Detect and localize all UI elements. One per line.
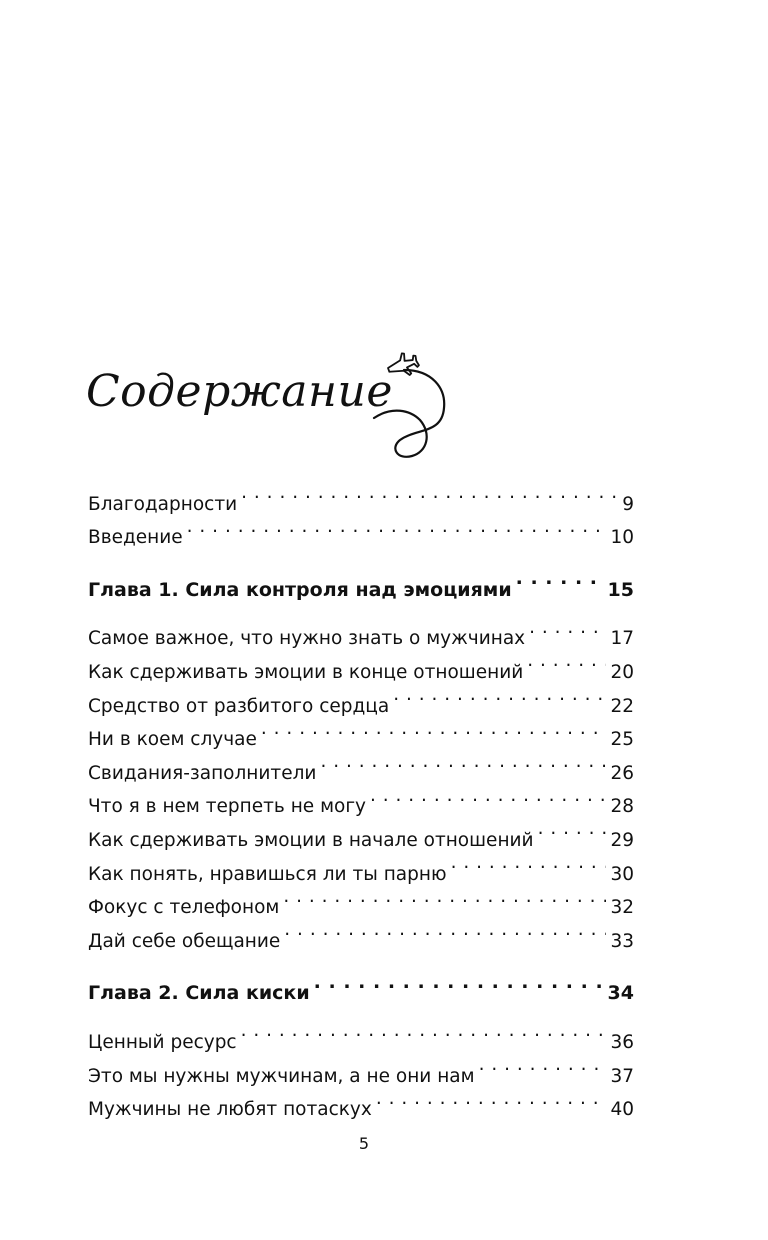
toc-entry-page: 26 — [610, 762, 634, 784]
toc-entry-label: Глава 1. Сила контроля над эмоциями — [88, 578, 512, 601]
toc-entry-label: Самое важное, что нужно знать о мужчинах — [88, 628, 526, 650]
dot-leader — [187, 510, 607, 544]
contents-heading-block — [82, 348, 462, 470]
toc-entry-label: Введение — [88, 527, 183, 549]
dot-leader — [283, 880, 606, 914]
dot-leader — [527, 644, 606, 678]
toc-entry-page: 34 — [607, 982, 634, 1005]
dot-leader — [516, 562, 604, 596]
table-of-contents — [88, 476, 634, 1121]
toc-entry-page: 20 — [610, 661, 634, 683]
dot-leader — [241, 476, 618, 510]
dot-leader — [451, 846, 607, 880]
dot-leader — [538, 812, 607, 846]
toc-entry-label: Глава 2. Сила киски — [88, 982, 310, 1005]
toc-entry-page: 36 — [610, 1031, 634, 1053]
toc-entry-label: Как понять, нравишься ли ты парню — [88, 863, 447, 885]
toc-entry-page: 30 — [610, 863, 634, 885]
toc-entry-page: 29 — [610, 829, 634, 851]
toc-entry-label: Ценный ресурс — [88, 1031, 237, 1053]
toc-entry-label: Как сдерживать эмоции в конце отношений — [88, 661, 524, 683]
page-title: Содержание — [86, 366, 393, 417]
toc-entry-label: Свидания-заполнители — [88, 762, 317, 784]
toc-chapter-row[interactable] — [88, 966, 634, 1005]
toc-entry-page: 32 — [610, 897, 634, 919]
toc-entry-row[interactable] — [88, 476, 634, 515]
toc-entry-label: Как сдерживать эмоции в начале отношений — [88, 829, 534, 851]
dot-leader — [393, 678, 606, 712]
toc-entry-label: Это мы нужны мужчинам, а не они нам — [88, 1065, 475, 1087]
toc-entry-page: 9 — [622, 493, 634, 515]
toc-entry-label: Средство от разбитого сердца — [88, 695, 390, 717]
toc-entry-label: Что я в нем терпеть не могу — [88, 796, 367, 818]
toc-entry-page: 28 — [610, 796, 634, 818]
toc-entry-label: Фокус с телефоном — [88, 897, 280, 919]
toc-entry-page: 25 — [610, 729, 634, 751]
toc-entry-page: 33 — [610, 930, 634, 952]
toc-entry-label: Дай себе обещание — [88, 930, 281, 952]
dot-leader — [284, 913, 606, 947]
dot-leader — [529, 611, 606, 645]
toc-chapter-row[interactable] — [88, 562, 634, 601]
dot-leader — [320, 745, 606, 779]
dot-leader — [241, 1014, 607, 1048]
toc-entry-row[interactable] — [88, 611, 634, 650]
page-number: 5 — [358, 1134, 370, 1153]
dot-leader — [314, 966, 604, 1000]
toc-entry-page: 40 — [610, 1099, 634, 1121]
toc-entry-label: Мужчины не любят потаскух — [88, 1099, 372, 1121]
toc-entry-page: 15 — [607, 578, 634, 601]
toc-entry-row[interactable] — [88, 1014, 634, 1053]
toc-entry-page: 17 — [610, 628, 634, 650]
toc-entry-label: Благодарности — [88, 493, 238, 515]
dot-leader — [261, 712, 607, 746]
dot-leader — [479, 1048, 607, 1082]
toc-entry-page: 10 — [610, 527, 634, 549]
toc-entry-page: 37 — [610, 1065, 634, 1087]
toc-entry-page: 22 — [610, 695, 634, 717]
toc-entry-label: Ни в коем случае — [88, 729, 257, 751]
dot-leader — [370, 779, 606, 813]
dot-leader — [376, 1082, 607, 1116]
